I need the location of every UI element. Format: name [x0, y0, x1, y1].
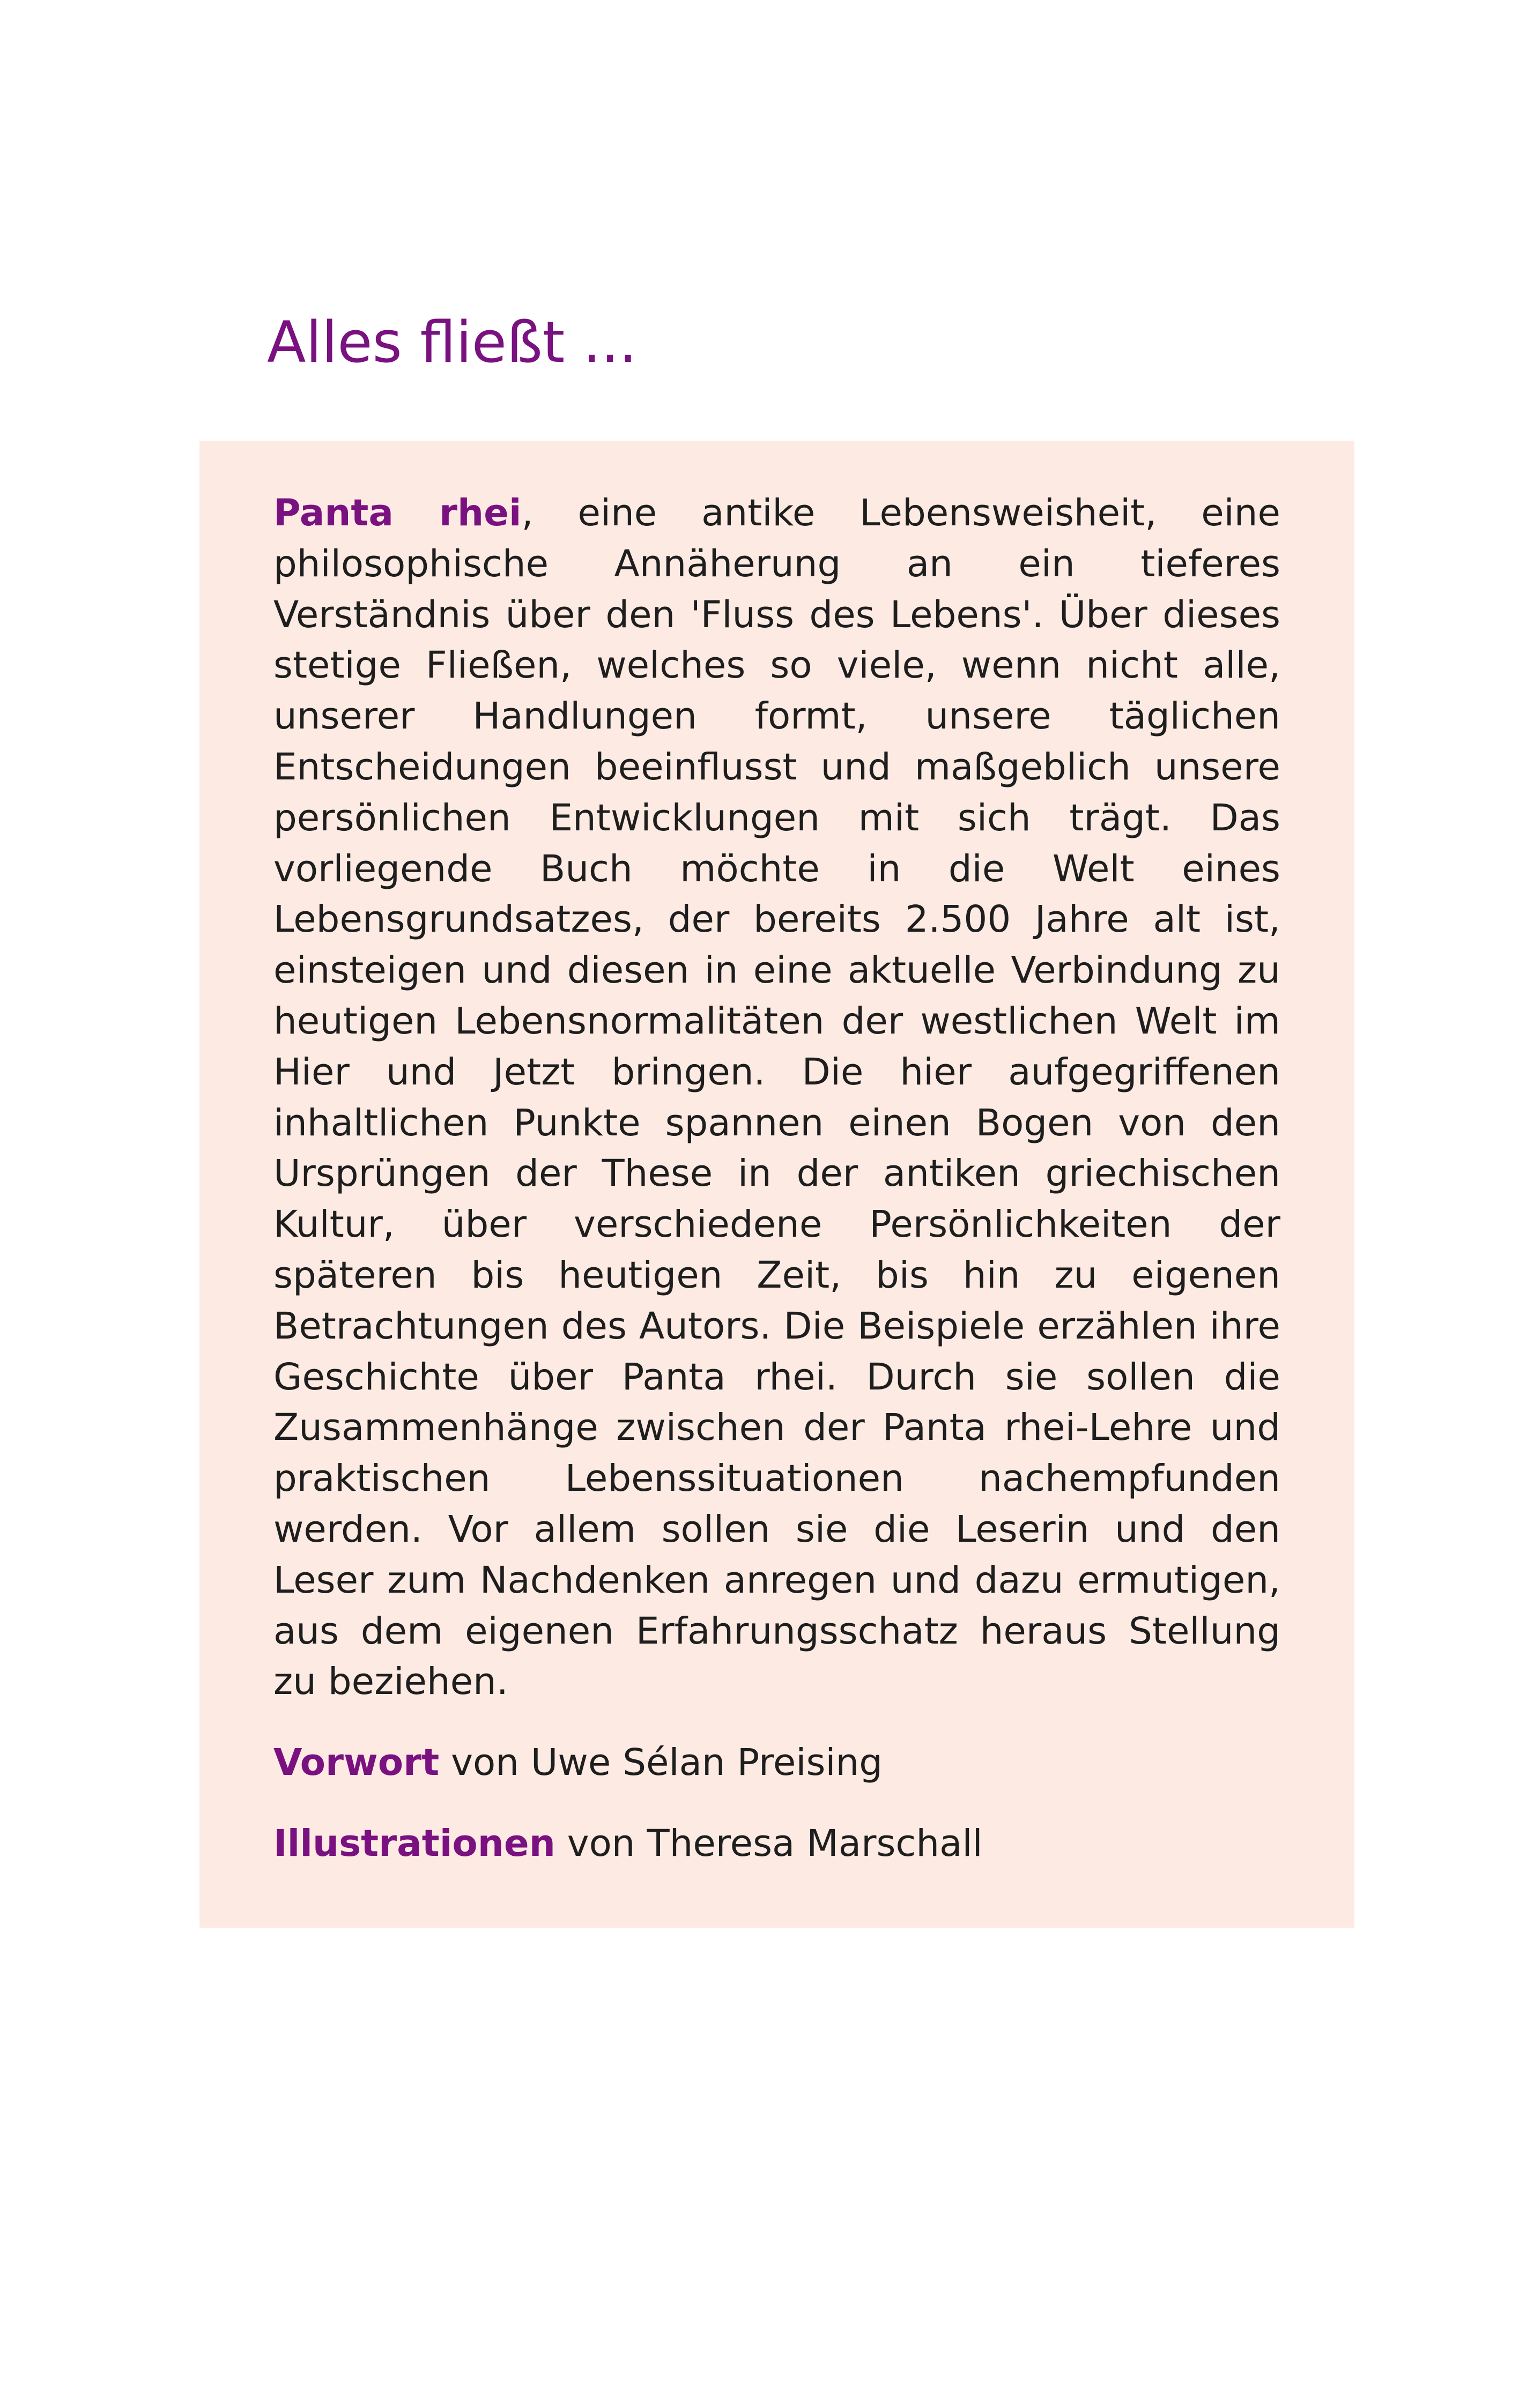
description-lead: Panta rhei: [273, 492, 522, 534]
credit-foreword: [273, 1737, 1280, 1788]
description-paragraph: [273, 488, 1280, 1707]
credit-illustrations-text: von Theresa Marschall: [555, 1822, 983, 1865]
credit-illustrations-label: Illustrationen: [273, 1822, 555, 1865]
credit-foreword-text: von Uwe Sélan Preising: [439, 1741, 883, 1785]
description-text: , eine antike Lebensweisheit, eine philosophische Annäherung an ein tieferes Verständnis über den 'Fluss des Lebens'. Über dieses stetige Fließen, welches so viele, wenn nicht alle, unserer Handlungen formt, unsere täglichen Entscheidungen beeinflusst und maßgeblich unsere persönlichen Entwicklungen mit sich trägt. Das vorliegende Buch möchte in die Welt eines Lebensgrundsatzes, der bereits 2.500 Jahre alt ist, einsteigen und diesen in eine aktuelle Verbindung zu heutigen Lebensnormalitäten der westlichen Welt im Hier und Jetzt bringen. Die hier aufgegriffenen inhaltlichen Punkte spannen einen Bogen von den Ursprüngen der These in der antiken griechischen Kultur, über verschiedene Persönlichkeiten der späteren bis heutigen Zeit, bis hin zu eigenen Betrachtungen des Autors. Die Beispiele erzählen ihre Geschichte über Panta rhei. Durch sie sollen die Zusammenhänge zwischen der Panta rhei-Lehre und praktischen Lebenssituationen nachempfunden werden. Vor allem sollen sie die Leserin und den Leser zum Nachdenken anregen und dazu ermutigen, aus dem eigenen Erfahrungsschatz heraus Stellung zu beziehen.: [273, 492, 1280, 1704]
credit-foreword-label: Vorwort: [273, 1741, 440, 1785]
description-box: [199, 441, 1354, 1928]
page-title: Alles fließt ...: [267, 309, 638, 375]
credit-illustrations: [273, 1818, 1280, 1869]
